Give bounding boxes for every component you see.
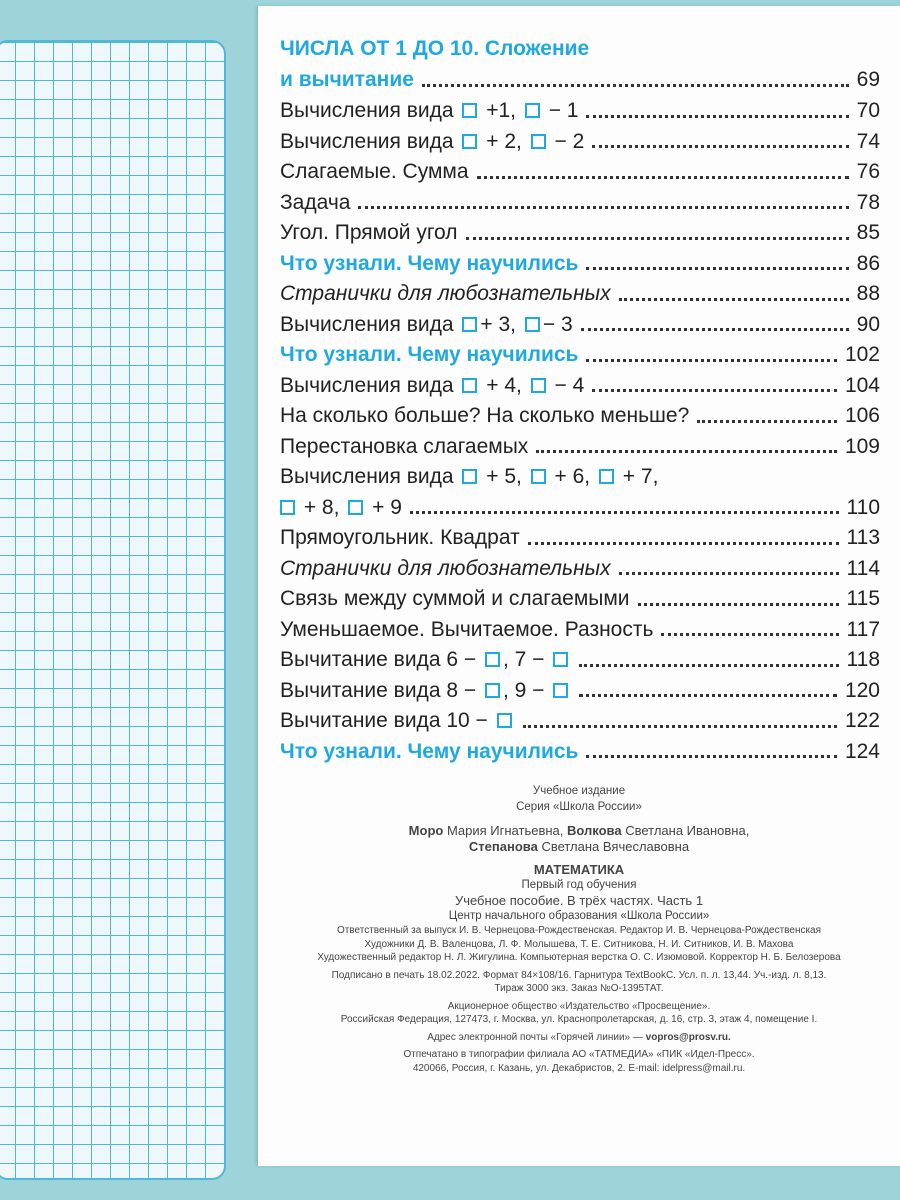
edition-type: Учебное издание bbox=[532, 785, 626, 797]
blank-square-icon bbox=[462, 378, 477, 393]
book-type: Учебное пособие. В трёх частях. Часть 1 bbox=[454, 893, 704, 908]
toc-row-summary: Что узнали. Чему научились 102 bbox=[280, 343, 880, 366]
toc-row: Вычисления вида + 3, − 3 90 bbox=[280, 312, 880, 336]
toc-row: Вычисления вида +1, − 1 70 bbox=[280, 99, 880, 122]
toc-row: Слагаемые. Сумма 76 bbox=[280, 160, 880, 183]
toc-row: Уменьшаемое. Вычитаемое. Разность 117 bbox=[280, 617, 880, 641]
imprint-block bbox=[258, 784, 900, 1075]
toc-row: Вычитание вида 6 − , 7 − 118 bbox=[280, 648, 880, 671]
blank-square-icon bbox=[525, 103, 540, 118]
blank-square-icon bbox=[485, 652, 500, 667]
authors-line1: Моро Мария Игнатьевна, Волкова Светлана Ивановна, bbox=[408, 823, 750, 838]
toc-heading-line1: ЧИСЛА ОТ 1 ДО 10. Сложение bbox=[280, 37, 590, 60]
blank-square-icon bbox=[599, 469, 614, 484]
toc-row: Вычисления вида + 5, + 6, + 7, bbox=[280, 465, 659, 488]
print-run: Тираж 3000 экз. Заказ №О-1395ТАТ. bbox=[494, 983, 664, 994]
toc-row: + 8, + 9 110 bbox=[280, 493, 880, 524]
blank-square-icon bbox=[462, 103, 477, 118]
blank-square-icon bbox=[531, 134, 546, 149]
toc-row: Странички для любознательных 88 bbox=[280, 282, 880, 305]
print-details: Подписано в печать 18.02.2022. Формат 84×108/16. Гарнитура TextBookC. Усл. п. л. 13,44. Уч.-изд. л. 8,13. bbox=[331, 969, 827, 981]
publisher-address: Российская Федерация, 127473, г. Москва, ул. Краснопролетарская, д. 16, стр. 3, этаж 4, помещение I. bbox=[340, 1014, 818, 1025]
series-name: Серия «Школа России» bbox=[516, 800, 642, 813]
blank-square-icon bbox=[462, 134, 477, 149]
toc-row: На сколько больше? На сколько меньше? 106 bbox=[280, 404, 880, 427]
table-of-contents bbox=[280, 34, 880, 767]
authors-line2: Степанова Светлана Вячеславовна bbox=[468, 838, 690, 854]
blank-square-icon bbox=[553, 652, 568, 667]
blank-square-icon bbox=[553, 683, 568, 698]
toc-row: Вычитание вида 10 − 122 bbox=[280, 709, 880, 732]
toc-row: Задача 78 bbox=[280, 190, 880, 214]
blank-square-icon bbox=[462, 469, 477, 484]
book-subject: МАТЕМАТИКА bbox=[533, 862, 625, 877]
toc-row: Вычисления вида + 2, − 2 74 bbox=[280, 129, 880, 153]
blank-square-icon bbox=[525, 317, 540, 332]
toc-row-summary: Что узнали. Чему научились 86 bbox=[280, 251, 880, 275]
toc-row: Прямоугольник. Квадрат 113 bbox=[280, 526, 880, 549]
toc-row: Вычитание вида 8 − , 9 − 120 bbox=[280, 678, 880, 702]
toc-heading-line2: и вычитание 69 bbox=[280, 68, 880, 91]
blank-square-icon bbox=[280, 500, 295, 515]
blank-square-icon bbox=[531, 469, 546, 484]
blank-square-icon bbox=[531, 378, 546, 393]
education-center: Центр начального образования «Школа России» bbox=[448, 909, 710, 922]
toc-row-summary: Что узнали. Чему научились 124 bbox=[280, 739, 880, 763]
blank-square-icon bbox=[462, 317, 477, 332]
blank-square-icon bbox=[497, 713, 512, 728]
study-year: Первый год обучения bbox=[521, 878, 637, 891]
graph-paper-panel bbox=[0, 40, 226, 1180]
toc-row: Угол. Прямой угол 85 bbox=[280, 221, 880, 244]
blank-square-icon bbox=[485, 683, 500, 698]
toc-row: Вычисления вида + 4, − 4 104 bbox=[280, 373, 880, 397]
toc-row: Связь между суммой и слагаемыми 115 bbox=[280, 587, 880, 610]
publisher-name: Акционерное общество «Издательство «Просвещение». bbox=[447, 1000, 711, 1012]
printer-address: 420066, Россия, г. Казань, ул. Декабристов, 2. E-mail: idelpress@mail.ru. bbox=[412, 1062, 746, 1074]
staff-line: Художники Д. В. Валенцова, Л. Ф. Молышева, Т. Е. Ситникова, Н. И. Ситников, И. В. Махова bbox=[364, 938, 794, 950]
hotline-email: Адрес электронной почты «Горячей линии» — vopros@prosv.ru. bbox=[427, 1031, 731, 1043]
book-page bbox=[258, 6, 900, 1166]
printer-name: Отпечатано в типографии филиала АО «ТАТМЕДИА» «ПИК «Идел-Пресс». bbox=[403, 1049, 755, 1060]
blank-square-icon bbox=[348, 500, 363, 515]
staff-line: Ответственный за выпуск И. В. Чернецова-Рождественская. Редактор И. В. Чернецова-Рождественская bbox=[336, 925, 822, 936]
toc-row: Перестановка слагаемых 109 bbox=[280, 434, 880, 458]
staff-line: Художественный редактор Н. Л. Жигулина. Компьютерная верстка О. С. Изюмовой. Корректор Н. Б. Белозерова bbox=[317, 952, 841, 963]
toc-row: Странички для любознательных 114 bbox=[280, 556, 880, 580]
